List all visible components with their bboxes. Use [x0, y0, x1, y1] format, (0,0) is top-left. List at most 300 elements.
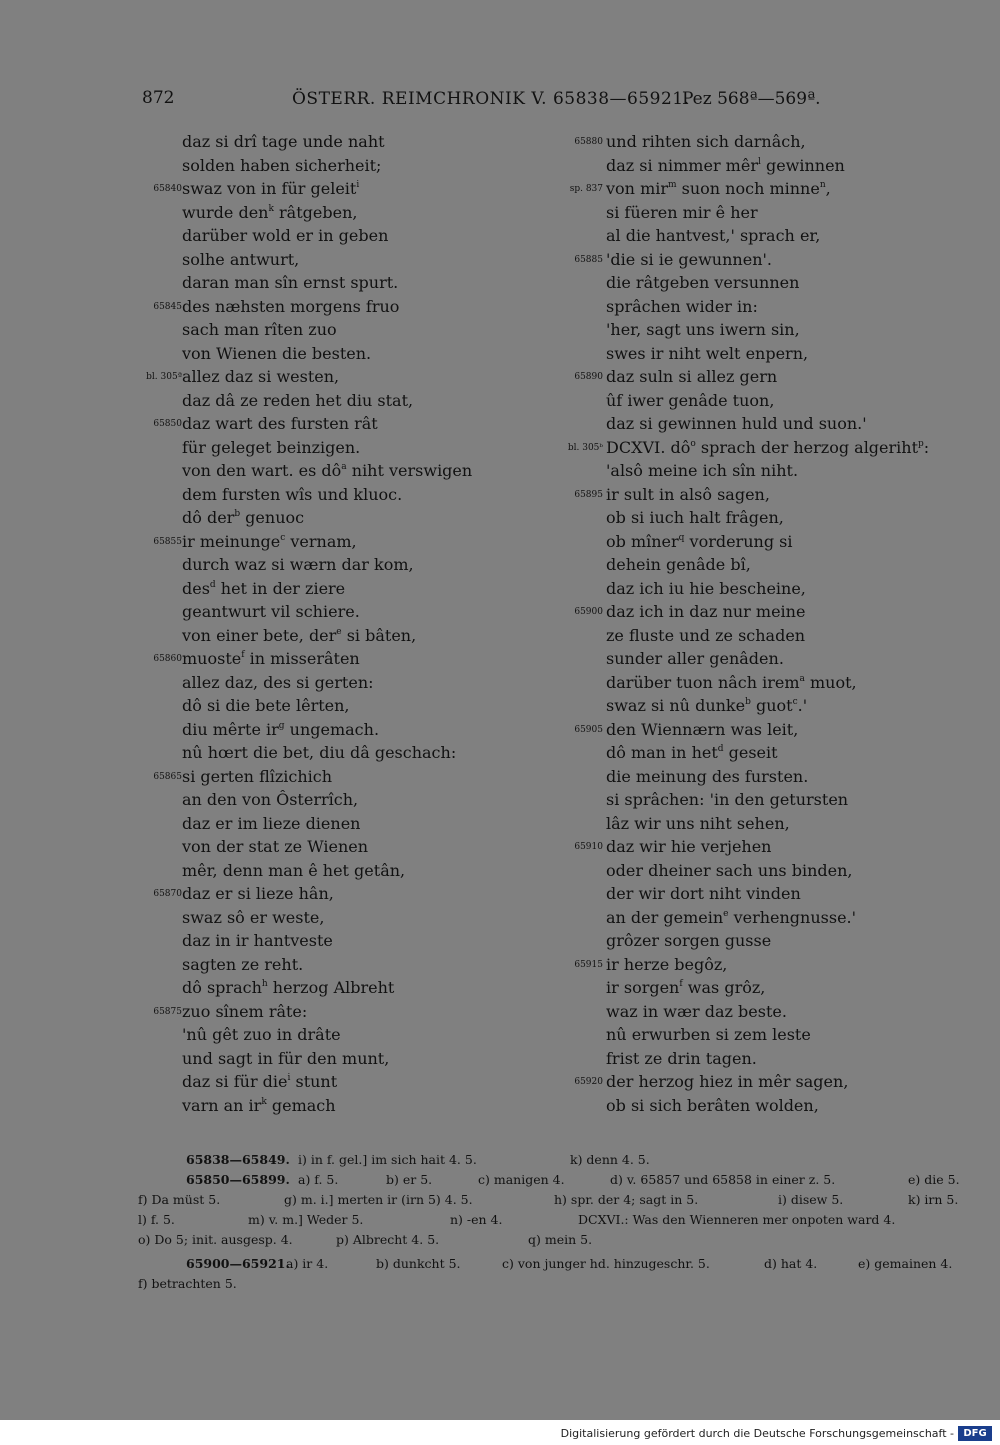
- verse-text: [182, 271, 398, 295]
- verse-text: [606, 271, 799, 295]
- verse-line: [550, 906, 940, 930]
- verse-segment: daz si drî tage unde naht: [182, 132, 385, 151]
- verse-segment: ir sult in alsô sagen,: [606, 484, 770, 504]
- verse-text: [606, 1070, 848, 1094]
- verse-segment: darüber tuon nâch irem: [606, 672, 800, 692]
- footnote-marker: n: [819, 180, 826, 190]
- verse-line: [118, 812, 508, 836]
- verse-text: [606, 718, 798, 742]
- verse-text: [606, 130, 806, 154]
- footnote-row: [138, 1170, 968, 1190]
- verse-text: [606, 389, 774, 413]
- verse-text: [182, 882, 334, 906]
- verse-text: [606, 177, 831, 201]
- verse-text: [182, 788, 358, 812]
- footnote: a) f. 5.: [298, 1172, 339, 1187]
- verse-text: [606, 577, 806, 601]
- line-number: 65885: [574, 254, 603, 265]
- verse-line: [550, 530, 940, 554]
- verse-line: [118, 859, 508, 883]
- verse-segment: sprâchen wider in:: [606, 296, 758, 316]
- verse-line: [550, 788, 940, 812]
- verse-line: [550, 1047, 940, 1071]
- verse-segment: allez daz si westen,: [182, 367, 340, 386]
- verse-segment: dô sprach: [182, 978, 262, 997]
- footnote: b) er 5.: [386, 1172, 433, 1187]
- verse-text: [182, 859, 405, 883]
- footnote: l) f. 5.: [138, 1212, 175, 1227]
- verse-text: [182, 201, 357, 225]
- verse-line: [118, 788, 508, 812]
- footnote: h) spr. der 4; sagt in 5.: [554, 1192, 699, 1207]
- verse-segment: diu mêrte ir: [182, 719, 279, 739]
- line-number: 65900: [574, 607, 603, 617]
- verse-text: [606, 671, 857, 695]
- verse-text: [606, 929, 771, 953]
- verse-text: [606, 1000, 787, 1024]
- footnote-range: 65838—65849.: [186, 1152, 290, 1167]
- verse-text: [182, 1070, 337, 1094]
- verse-text: [606, 1047, 757, 1071]
- verse-line: [118, 412, 508, 436]
- footnote-marker: b: [745, 697, 751, 707]
- footnote: f) betrachten 5.: [138, 1276, 237, 1291]
- verse-segment: des næhsten morgens fruo: [182, 296, 400, 316]
- verse-line: [118, 271, 508, 295]
- verse-line: [118, 1000, 508, 1024]
- verse-segment: suon noch minne: [676, 179, 820, 198]
- verse-line: [118, 248, 508, 272]
- footnote: b) dunkcht 5.: [376, 1256, 461, 1271]
- verse-line: [118, 224, 508, 248]
- verse-segment: für geleget beinzigen.: [182, 437, 361, 457]
- footnote-marker: d: [717, 744, 724, 754]
- verse-line: [118, 718, 508, 742]
- footnote: i) disew 5.: [778, 1192, 844, 1207]
- verse-text: [182, 929, 333, 953]
- verse-line: [550, 600, 940, 624]
- verse-text: [606, 201, 758, 225]
- verse-line: [550, 647, 940, 671]
- verse-text: [182, 130, 385, 154]
- verse-line: [550, 859, 940, 883]
- verse-line: [550, 436, 940, 460]
- line-number: 65910: [574, 842, 603, 852]
- verse-line: [118, 318, 508, 342]
- verse-text: [182, 506, 304, 530]
- verse-text: [182, 812, 360, 836]
- verse-segment: ungemach.: [284, 719, 380, 739]
- line-number: 65880: [574, 137, 603, 147]
- verse-line: [118, 694, 508, 718]
- running-title: ÖSTERR. REIMCHRONIK V. 65838—65921.: [292, 89, 690, 109]
- verse-segment: ob si iuch halt frâgen,: [606, 508, 784, 527]
- verse-text: [182, 224, 388, 248]
- verse-text: [606, 859, 853, 883]
- verse-segment: si sprâchen: 'in den getursten: [606, 790, 849, 809]
- footnote-marker: i: [356, 180, 360, 190]
- verse-segment: und rihten sich darnâch,: [606, 132, 806, 151]
- verse-line: [550, 976, 940, 1000]
- verse-segment: daz wart des fursten rât: [182, 414, 378, 433]
- verse-text: [182, 1094, 336, 1118]
- verse-segment: daran man sîn ernst spurt.: [182, 273, 399, 292]
- verse-line: [118, 624, 508, 648]
- verse-text: [182, 624, 416, 648]
- verse-segment: solden haben sicherheit;: [182, 155, 382, 175]
- verse-segment: dô si die bete lêrten,: [182, 696, 350, 715]
- verse-line: [550, 389, 940, 413]
- line-number: sp. 837: [569, 184, 603, 194]
- footnote-marker: l: [757, 156, 761, 167]
- verse-text: [182, 600, 360, 624]
- verse-line: [550, 1023, 940, 1047]
- line-number: 65850: [153, 419, 182, 429]
- verse-segment: die râtgeben versunnen: [606, 273, 800, 292]
- verse-segment: und sagt in für den munt,: [182, 1048, 390, 1068]
- verse-line: [118, 647, 508, 671]
- verse-line: [550, 812, 940, 836]
- verse-text: [182, 835, 368, 859]
- verse-segment: daz si gewinnen huld und suon.': [606, 414, 867, 433]
- verse-line: [118, 530, 508, 554]
- line-number: 65920: [574, 1077, 603, 1087]
- verse-segment: vorderung si: [684, 531, 793, 551]
- verse-line: [550, 1094, 940, 1118]
- verse-line: [550, 271, 940, 295]
- verse-segment: zuo sînem râte:: [182, 1001, 308, 1021]
- verse-text: [606, 976, 765, 1000]
- verse-line: [118, 953, 508, 977]
- verse-segment: swaz si nû dunke: [606, 696, 746, 715]
- verse-segment: dô man in het: [606, 743, 718, 762]
- verse-line: [118, 765, 508, 789]
- verse-segment: daz er si lieze hân,: [182, 884, 334, 903]
- verse-text: [606, 1094, 819, 1118]
- verse-line: [118, 976, 508, 1000]
- verse-line: [118, 177, 508, 201]
- verse-line: [118, 1094, 508, 1118]
- verse-text: [182, 553, 414, 577]
- verse-text: [182, 1047, 389, 1071]
- footnote: k) irn 5.: [908, 1192, 959, 1207]
- footnote: p) Albrecht 4. 5.: [336, 1232, 440, 1247]
- verse-text: [182, 694, 350, 718]
- pez-reference: Pez 568ª—569ª.: [682, 89, 821, 109]
- verse-text: [182, 177, 359, 201]
- verse-text: [606, 530, 792, 554]
- footnote-marker: p: [918, 438, 924, 449]
- verse-segment: dem fursten wîs und kluoc.: [182, 484, 403, 504]
- line-number: 65890: [574, 372, 603, 382]
- verse-line: [118, 130, 508, 154]
- verse-text: [606, 788, 848, 812]
- verse-text: [606, 1023, 811, 1047]
- verse-text: [606, 553, 751, 577]
- verse-segment: verhengnusse.': [728, 907, 857, 927]
- verse-line: [550, 177, 940, 201]
- verse-line: [550, 835, 940, 859]
- verse-line: [118, 906, 508, 930]
- verse-line: [550, 295, 940, 319]
- verse-text: [606, 483, 770, 507]
- footnote-range: 65900—65921.: [186, 1256, 290, 1271]
- verse-line: [550, 154, 940, 178]
- verse-segment: der herzog hiez in mêr sagen,: [606, 1072, 849, 1091]
- verse-text: [606, 647, 784, 671]
- verse-text: [606, 882, 801, 906]
- verse-segment: von der stat ze Wienen: [182, 837, 369, 856]
- verse-text: [182, 765, 332, 789]
- verse-line: [118, 201, 508, 225]
- verse-segment: swaz von in für geleit: [182, 179, 357, 198]
- verse-line: [118, 1070, 508, 1094]
- verse-segment: .': [797, 696, 808, 715]
- verse-segment: si bâten,: [341, 625, 417, 645]
- verse-segment: guot: [750, 696, 793, 715]
- verse-text: [182, 436, 360, 460]
- verse-segment: daz dâ ze reden het diu stat,: [182, 390, 414, 410]
- verse-line: [550, 224, 940, 248]
- verse-line: [118, 1047, 508, 1071]
- line-number: 65905: [574, 724, 603, 735]
- footnote: c) manigen 4.: [478, 1172, 565, 1187]
- verse-text: [606, 318, 800, 342]
- footnote: q) mein 5.: [528, 1232, 593, 1247]
- verse-line: [118, 835, 508, 859]
- verse-segment: sprach der herzog algeriht: [695, 437, 919, 457]
- dfg-logo: DFG: [958, 1426, 992, 1441]
- verse-segment: muoste: [182, 649, 242, 668]
- verse-text: [606, 459, 798, 483]
- verse-line: [118, 671, 508, 695]
- footnote: d) hat 4.: [764, 1256, 818, 1271]
- verse-text: [182, 577, 345, 601]
- verse-line: [550, 718, 940, 742]
- verse-segment: durch waz si wærn dar kom,: [182, 555, 414, 574]
- verse-text: [606, 741, 778, 765]
- verse-line: [118, 741, 508, 765]
- footnotes: [138, 1150, 968, 1294]
- verse-segment: daz si nimmer mêr: [606, 155, 758, 175]
- footnote-marker: i: [287, 1073, 291, 1083]
- verse-segment: geantwurt vil schiere.: [182, 602, 360, 621]
- footnote-row: [138, 1150, 968, 1170]
- footnote-marker: f: [679, 979, 683, 989]
- verse-text: [606, 694, 807, 718]
- footnote: m) v. m.] Weder 5.: [248, 1212, 364, 1227]
- verse-segment: allez daz, des si gerten:: [182, 672, 374, 692]
- verse-text: [606, 436, 929, 460]
- verse-segment: an den von Ôsterrîch,: [182, 790, 359, 809]
- verse-segment: varn an ir: [182, 1095, 262, 1115]
- verse-segment: stunt: [290, 1072, 338, 1091]
- verse-line: [550, 483, 940, 507]
- verse-line: [550, 506, 940, 530]
- page-number: 872: [142, 88, 175, 108]
- verse-segment: dô der: [182, 508, 235, 527]
- verse-segment: 'her, sagt uns iwern sin,: [606, 320, 800, 339]
- verse-text: [606, 624, 805, 648]
- footnote-marker: f: [241, 650, 245, 660]
- verse-line: [118, 600, 508, 624]
- footnote-marker: k: [261, 1096, 267, 1107]
- verse-segment: swaz sô er weste,: [182, 907, 325, 927]
- verse-line: [550, 741, 940, 765]
- verse-segment: 'nû gêt zuo in drâte: [182, 1025, 341, 1044]
- verse-text: [182, 671, 374, 695]
- verse-segment: ir meinunge: [182, 531, 281, 551]
- footnote-marker: c: [792, 697, 798, 707]
- verse-text: [182, 530, 357, 554]
- footnote-marker: a: [799, 673, 805, 684]
- line-number: bl. 305ᵇ: [567, 442, 603, 453]
- verse-line: [118, 1023, 508, 1047]
- footnote-row: [138, 1254, 968, 1274]
- footnote-marker: g: [278, 720, 285, 731]
- verse-line: [550, 882, 940, 906]
- verse-line: [550, 201, 940, 225]
- footnote-row: [138, 1230, 968, 1250]
- verse-text: [606, 600, 805, 624]
- footnote-marker: m: [668, 180, 677, 190]
- verse-segment: daz suln si allez gern: [606, 367, 778, 386]
- verse-segment: was grôz,: [682, 978, 766, 997]
- verse-segment: von den wart. es dô: [182, 461, 342, 480]
- page-header: [0, 86, 1000, 112]
- verse-segment: grôzer sorgen gusse: [606, 931, 772, 950]
- verse-segment: daz ich iu hie bescheine,: [606, 578, 806, 598]
- footnote: e) gemainen 4.: [858, 1256, 953, 1271]
- verse-segment: ir sorgen: [606, 978, 680, 997]
- verse-line: [118, 365, 508, 389]
- footnote-marker: d: [209, 579, 216, 590]
- verse-line: [550, 318, 940, 342]
- verse-segment: DCXVI. dô: [606, 437, 691, 457]
- footnote-marker: e: [723, 908, 729, 919]
- verse-text: [606, 295, 758, 319]
- verse-text: [182, 365, 339, 389]
- verse-segment: nû erwurben si zem leste: [606, 1025, 811, 1044]
- line-number: 65875: [153, 1006, 182, 1017]
- verse-line: [550, 553, 940, 577]
- verse-text: [182, 459, 472, 483]
- verse-text: [182, 1000, 307, 1024]
- verse-line: [118, 882, 508, 906]
- line-number: 65865: [153, 771, 182, 782]
- verse-segment: genuoc: [240, 508, 305, 527]
- footnote: g) m. i.] merten ir (irn 5) 4. 5.: [284, 1192, 473, 1207]
- verse-line: [118, 577, 508, 601]
- verse-text: [606, 906, 856, 930]
- verse-segment: al die hantvest,' sprach er,: [606, 226, 821, 245]
- verse-text: [182, 154, 381, 178]
- verse-segment: 'die si ie gewunnen'.: [606, 249, 772, 269]
- footnote: d) v. 65857 und 65858 in einer z. 5.: [610, 1172, 836, 1187]
- footnote: o) Do 5; init. ausgesp. 4.: [138, 1232, 293, 1247]
- verse-segment: ob mîner: [606, 531, 679, 551]
- verse-line: [550, 694, 940, 718]
- verse-text: [182, 318, 337, 342]
- verse-text: [182, 953, 303, 977]
- verse-segment: ze fluste und ze schaden: [606, 625, 806, 645]
- verse-segment: râtgeben,: [273, 202, 358, 222]
- verse-segment: solhe antwurt,: [182, 249, 300, 269]
- verse-line: [550, 624, 940, 648]
- verse-line: [118, 506, 508, 530]
- line-number: 65870: [153, 889, 182, 899]
- verse-segment: daz ich in daz nur meine: [606, 602, 806, 621]
- verse-text: [606, 224, 820, 248]
- verse-segment: darüber wold er in geben: [182, 226, 389, 245]
- verse-line: [118, 459, 508, 483]
- verse-segment: lâz wir uns niht sehen,: [606, 813, 790, 833]
- verse-segment: von einer bete, der: [182, 625, 337, 645]
- verse-line: [550, 412, 940, 436]
- verse-segment: sagten ze reht.: [182, 954, 304, 974]
- verse-segment: gemach: [266, 1095, 336, 1115]
- verse-line: [118, 483, 508, 507]
- footnote: f) Da müst 5.: [138, 1192, 221, 1207]
- verse-text: [606, 412, 867, 436]
- right-verse-column: [550, 130, 940, 1117]
- footnote-range: 65850—65899.: [186, 1172, 290, 1187]
- verse-text: [182, 483, 402, 507]
- verse-segment: der wir dort niht vinden: [606, 884, 801, 903]
- verse-text: [182, 906, 324, 930]
- footnote-marker: o: [690, 438, 696, 449]
- verse-line: [550, 929, 940, 953]
- verse-segment: geseit: [723, 743, 778, 762]
- verse-segment: :: [923, 437, 930, 457]
- verse-text: [182, 718, 379, 742]
- verse-text: [606, 812, 790, 836]
- line-number: 65860: [153, 654, 182, 664]
- verse-segment: sach man rîten zuo: [182, 320, 337, 339]
- verse-line: [550, 248, 940, 272]
- verse-segment: het in der ziere: [215, 578, 346, 598]
- line-number: 65845: [153, 301, 182, 312]
- verse-segment: des: [182, 578, 210, 598]
- verse-text: [606, 506, 784, 530]
- verse-text: [182, 647, 360, 671]
- verse-text: [606, 953, 727, 977]
- line-number: 65915: [574, 959, 603, 970]
- verse-text: [182, 295, 399, 319]
- verse-line: [118, 389, 508, 413]
- verse-line: [550, 1070, 940, 1094]
- verse-segment: sunder aller genâden.: [606, 649, 784, 668]
- verse-text: [182, 248, 299, 272]
- line-number: 65840: [153, 184, 182, 194]
- footnote-marker: h: [261, 979, 268, 989]
- verse-text: [606, 154, 845, 178]
- footnote: k) denn 4. 5.: [570, 1152, 650, 1167]
- verse-segment: von Wienen die besten.: [182, 343, 372, 363]
- verse-segment: si füeren mir ê her: [606, 202, 758, 222]
- footnote: a) ir 4.: [286, 1256, 329, 1271]
- verse-segment: in misserâten: [244, 649, 360, 668]
- verse-segment: herzog Albreht: [267, 978, 395, 997]
- verse-line: [550, 365, 940, 389]
- footer-bar: [0, 1425, 1000, 1445]
- verse-segment: den Wiennærn was leit,: [606, 719, 799, 739]
- verse-segment: ir herze begôz,: [606, 954, 728, 974]
- verse-line: [550, 130, 940, 154]
- verse-segment: oder dheiner sach uns binden,: [606, 860, 853, 880]
- verse-segment: von mir: [606, 179, 668, 198]
- verse-text: [606, 365, 777, 389]
